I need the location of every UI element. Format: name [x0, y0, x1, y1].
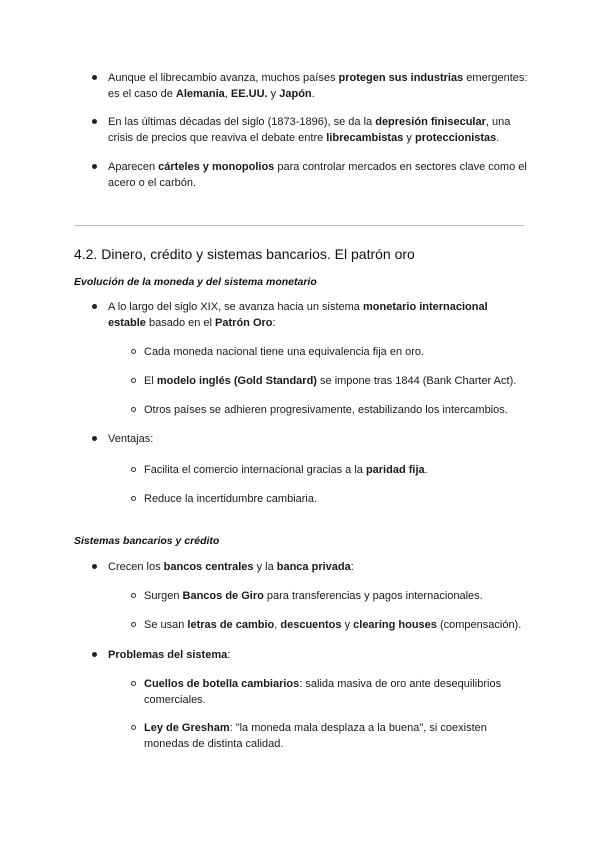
bold-text-run: Alemania	[175, 88, 225, 100]
bold-text-run: proteccionistas	[414, 132, 497, 144]
bullet-text	[144, 491, 534, 507]
text-run: ,	[224, 88, 231, 100]
bold-text-run: Problemas del sistema	[108, 649, 228, 661]
text-run: Reduce la incertidumbre cambiaria.	[144, 493, 318, 505]
hollow-bullet-icon	[131, 593, 136, 598]
bullet-text	[108, 159, 528, 191]
bullet-text	[108, 299, 508, 331]
bold-text-run: Cuellos de botella cambiarios	[144, 678, 300, 690]
section-heading: 4.2. Dinero, crédito y sistemas bancarios. El patrón oro	[74, 246, 415, 262]
text-run: : "la moneda mala desplaza a la buena", si coexisten monedas de distinta calidad.	[144, 722, 487, 750]
text-run: emergentes: es el caso de	[108, 72, 528, 100]
bold-text-run: bancos centrales	[163, 561, 254, 573]
horizontal-divider	[74, 225, 524, 226]
text-run: Aparecen	[108, 161, 159, 173]
text-run: Ventajas:	[108, 433, 154, 445]
bullet-text	[144, 588, 534, 604]
subsection-title: Sistemas bancarios y crédito	[74, 535, 220, 547]
text-run: Crecen los	[108, 561, 164, 573]
text-run: Se usan	[144, 619, 188, 631]
bullet-text	[144, 373, 534, 389]
bullet-text	[108, 431, 528, 447]
bold-text-run: modelo inglés (Gold Standard)	[156, 375, 317, 387]
bold-text-run: librecambistas	[326, 132, 404, 144]
text-run: y la	[253, 561, 277, 573]
bullet-text	[144, 617, 534, 633]
text-run: Facilita el comercio internacional gracias a la	[144, 464, 366, 476]
bullet-icon	[92, 304, 97, 309]
text-run: .	[424, 464, 428, 476]
bold-text-run: paridad fija	[365, 464, 425, 476]
bullet-icon	[92, 164, 97, 169]
bold-text-run: Patrón Oro	[215, 317, 273, 329]
text-run: : salida masiva de oro ante desequilibrios comerciales.	[144, 678, 502, 706]
text-run: , una crisis de precios que reaviva el debate entre	[108, 116, 511, 144]
text-run: y	[267, 88, 280, 100]
bullet-icon	[92, 75, 97, 80]
text-run: :	[272, 317, 276, 329]
text-run: y	[341, 619, 354, 631]
hollow-bullet-icon	[131, 349, 136, 354]
text-run: :	[350, 561, 354, 573]
text-run: .	[496, 132, 500, 144]
bullet-text	[108, 647, 528, 663]
bullet-icon	[92, 436, 97, 441]
hollow-bullet-icon	[131, 467, 136, 472]
bold-text-run: letras de cambio	[187, 619, 275, 631]
bullet-icon	[92, 564, 97, 569]
text-run: Otros países se adhieren progresivamente, estabilizando los intercambios.	[144, 404, 508, 416]
bullet-icon	[92, 652, 97, 657]
text-run: En las últimas décadas del siglo (1873-1896), se da la	[108, 116, 376, 128]
bullet-text	[144, 402, 534, 418]
hollow-bullet-icon	[131, 407, 136, 412]
subsection-title: Evolución de la moneda y del sistema monetario	[74, 276, 317, 288]
bullet-text	[144, 720, 504, 752]
bullet-text	[108, 70, 528, 102]
bullet-text	[144, 676, 519, 708]
text-run: :	[227, 649, 231, 661]
text-run: para transferencias y pagos internacionales.	[263, 590, 483, 602]
text-run: .	[311, 88, 315, 100]
text-run: Cada moneda nacional tiene una equivalencia fija en oro.	[144, 346, 425, 358]
bullet-icon	[92, 119, 97, 124]
bold-text-run: Ley de Gresham	[144, 722, 230, 734]
bullet-text	[144, 462, 534, 478]
bold-text-run: cárteles y monopolios	[158, 161, 275, 173]
text-run: Aunque el librecambio avanza, muchos países	[108, 72, 339, 84]
bold-text-run: monetario internacional estable	[108, 301, 488, 329]
bullet-text	[108, 559, 528, 575]
bullet-text	[144, 344, 534, 360]
bold-text-run: Bancos de Giro	[182, 590, 264, 602]
text-run: A lo largo del siglo XIX, se avanza hacia un sistema	[108, 301, 363, 313]
hollow-bullet-icon	[131, 622, 136, 627]
bold-text-run: EE.UU.	[230, 88, 268, 100]
bold-text-run: banca privada	[276, 561, 351, 573]
hollow-bullet-icon	[131, 496, 136, 501]
text-run: El	[144, 375, 157, 387]
hollow-bullet-icon	[131, 681, 136, 686]
bullet-text	[108, 114, 528, 146]
text-run: ,	[274, 619, 281, 631]
text-run: basado en el	[145, 317, 216, 329]
text-run: se impone tras 1844 (Bank Charter Act).	[316, 375, 517, 387]
hollow-bullet-icon	[131, 725, 136, 730]
bold-text-run: protegen sus industrias	[338, 72, 464, 84]
text-run: (compensación).	[436, 619, 522, 631]
bold-text-run: clearing houses	[353, 619, 437, 631]
bold-text-run: Japón	[279, 88, 312, 100]
bold-text-run: descuentos	[280, 619, 342, 631]
text-run: para controlar mercados en sectores clave como el acero o el carbón.	[108, 161, 527, 189]
text-run: y	[403, 132, 415, 144]
bold-text-run: depresión finisecular	[375, 116, 486, 128]
hollow-bullet-icon	[131, 378, 136, 383]
text-run: Surgen	[144, 590, 183, 602]
